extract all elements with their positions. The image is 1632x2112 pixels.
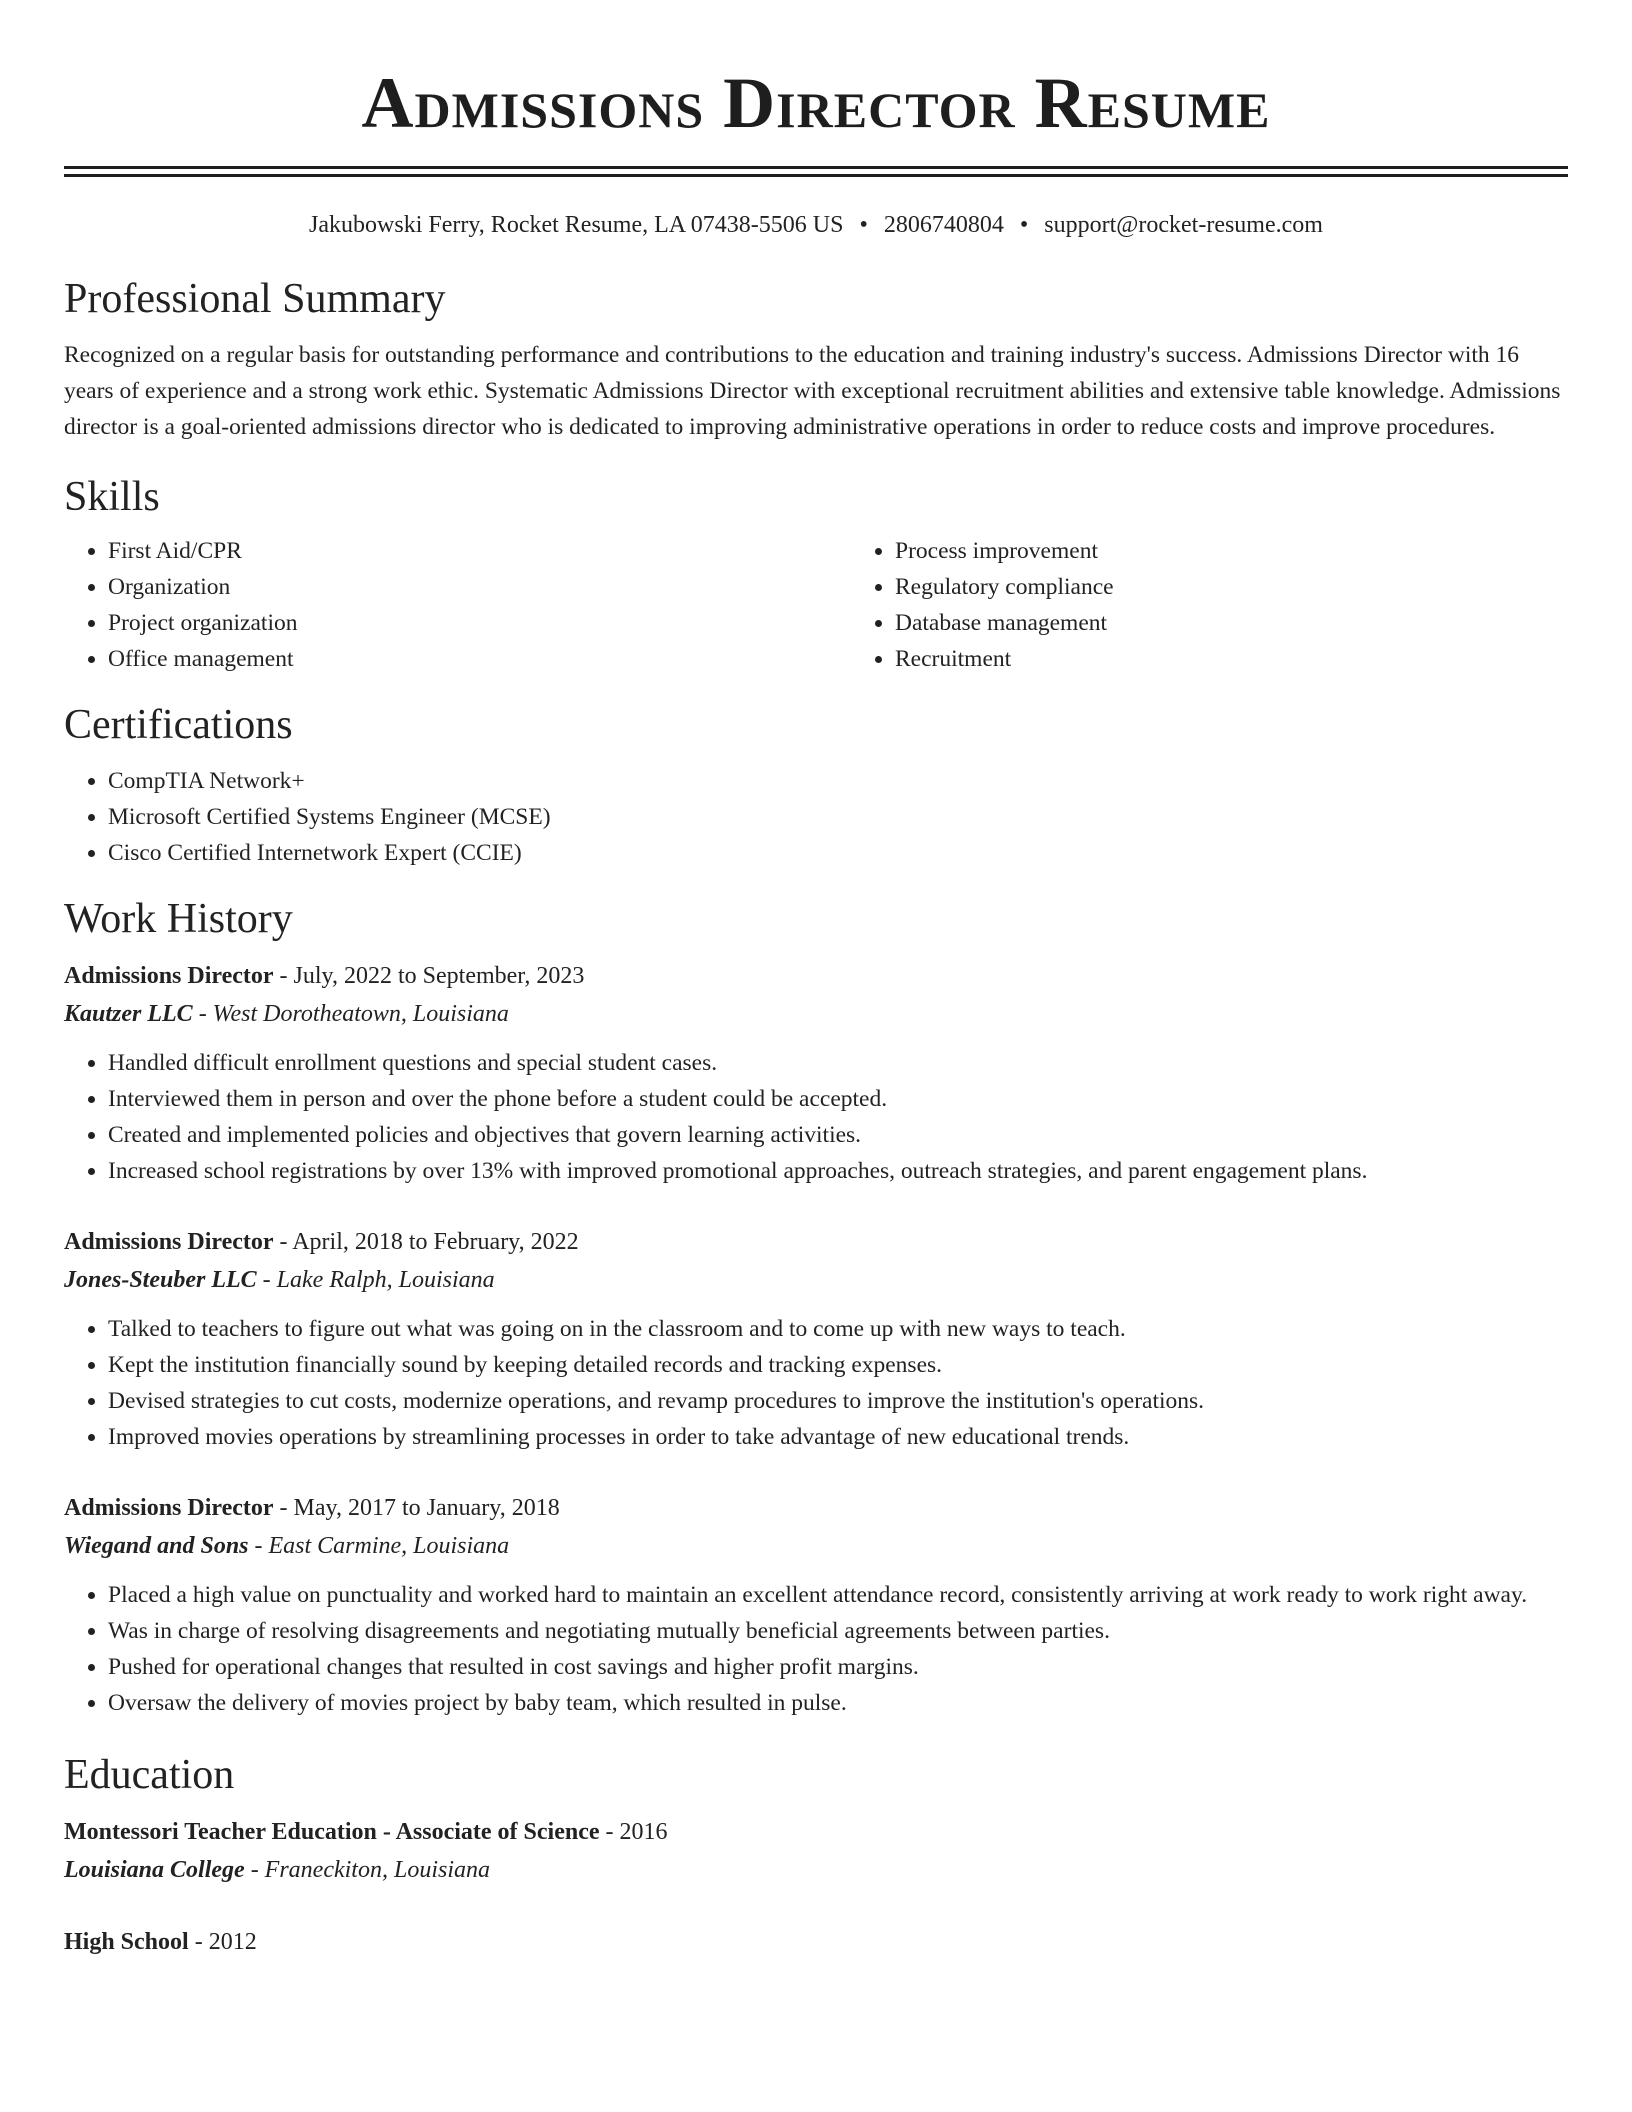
education-heading: Education [64,1752,235,1798]
skills-heading: Skills [64,474,160,520]
skill-item: • Regulatory compliance [895,569,1632,605]
resume-page [64,0,1568,1961]
job-title: Admissions Director [64,1229,274,1255]
job-title-line [64,1223,1568,1261]
job-dates: - July, 2022 to September, 2023 [273,963,585,989]
job-bullet: • Oversaw the delivery of movies project by baby team, which resulted in pulse. [108,1685,1568,1721]
job-bullet: • Placed a high value on punctuality and worked hard to maintain an excellent attendance record, consistently arriving at work ready to work right away. [108,1577,1568,1613]
job-bullet: • Handled difficult enrollment questions and special student cases. [108,1045,1568,1081]
degree-line [64,1813,1568,1851]
skill-item: • Office management [108,641,851,677]
job-company-line [64,995,1568,1033]
job-entry [64,1223,1568,1455]
job-dates: - May, 2017 to January, 2018 [273,1495,560,1521]
job-company-line [64,1261,1568,1299]
skills-columns [64,533,1568,677]
job-location: - Lake Ralph, Louisiana [256,1267,495,1293]
skill-item: • Organization [108,569,851,605]
certification-item: • Cisco Certified Internetwork Expert (CCIE) [108,835,1568,871]
skills-list-left [64,533,851,677]
job-company: Jones-Steuber LLC [64,1267,257,1293]
skill-item: • Database management [895,605,1632,641]
job-entry [64,957,1568,1189]
job-bullets [64,1045,1568,1189]
job-bullet: • Kept the institution financially sound by keeping detailed records and tracking expenses. [108,1347,1568,1383]
job-bullet: • Interviewed them in person and over the phone before a student could be accepted. [108,1081,1568,1117]
skills-list-right [851,533,1632,677]
job-company: Kautzer LLC [64,1001,193,1027]
skill-item: • Recruitment [895,641,1632,677]
education-entry [64,1923,1568,1961]
job-dates: - April, 2018 to February, 2022 [273,1229,579,1255]
contact-line [64,209,1568,241]
job-bullet: • Created and implemented policies and objectives that govern learning activities. [108,1117,1568,1153]
job-bullet: • Increased school registrations by over 13% with improved promotional approaches, outreach strategies, and parent engagement plans. [108,1153,1568,1189]
skill-item: • Project organization [108,605,851,641]
job-bullet: • Talked to teachers to figure out what was going on in the classroom and to come up with new ways to teach. [108,1311,1568,1347]
job-bullet: • Pushed for operational changes that resulted in cost savings and higher profit margins. [108,1649,1568,1685]
job-company-line [64,1527,1568,1565]
resume-title: Admissions Director Resume [361,63,1271,143]
school: Louisiana College [64,1857,245,1883]
school-line [64,1851,1568,1889]
contact-email: support@rocket-resume.com [1044,212,1323,238]
certification-item: • Microsoft Certified Systems Engineer (MCSE) [108,799,1568,835]
job-bullets [64,1577,1568,1721]
work-history-heading: Work History [64,896,293,942]
summary-text: Recognized on a regular basis for outstanding performance and contributions to the education and training industry's success. Admissions Director with 16 years of experience and a strong work ethic. Systematic Admissions Director with exceptional recruitment abilities and extensive table knowledge. Admissions director is a goal-oriented admissions director who is dedicated to improving administrative operations in order to reduce costs and improve procedures. [64,342,1561,440]
job-bullet: • Devised strategies to cut costs, modernize operations, and revamp procedures to improve the institution's operations. [108,1383,1568,1419]
contact-phone: 2806740804 [883,212,1004,238]
contact-address: Jakubowski Ferry, Rocket Resume, LA 07438-5506 US [309,212,844,238]
skill-item: • First Aid/CPR [108,533,851,569]
job-entry [64,1489,1568,1721]
degree-year: - 2012 [188,1929,257,1955]
contact-separator: • [1019,212,1029,238]
certifications-list [64,763,1568,871]
certification-item: • CompTIA Network+ [108,763,1568,799]
summary-heading: Professional Summary [64,276,446,322]
job-location: - West Dorotheatown, Louisiana [192,1001,509,1027]
job-company: Wiegand and Sons [64,1533,249,1559]
skill-item: • Process improvement [895,533,1632,569]
job-title-line [64,957,1568,995]
job-title: Admissions Director [64,1495,274,1521]
school-location: - Franeckiton, Louisiana [244,1857,490,1883]
degree-line [64,1923,1568,1961]
job-bullet: • Improved movies operations by streamlining processes in order to take advantage of new educational trends. [108,1419,1568,1455]
education-entry [64,1813,1568,1889]
title-double-rule [64,166,1568,177]
job-title-line [64,1489,1568,1527]
job-title: Admissions Director [64,963,274,989]
degree: High School [64,1929,189,1955]
certifications-heading: Certifications [64,702,293,748]
job-bullet: • Was in charge of resolving disagreements and negotiating mutually beneficial agreements between parties. [108,1613,1568,1649]
contact-separator: • [859,212,868,238]
job-bullets [64,1311,1568,1455]
degree: Montessori Teacher Education - Associate of Science [64,1819,600,1845]
degree-year: - 2016 [599,1819,668,1845]
job-location: - East Carmine, Louisiana [248,1533,510,1559]
